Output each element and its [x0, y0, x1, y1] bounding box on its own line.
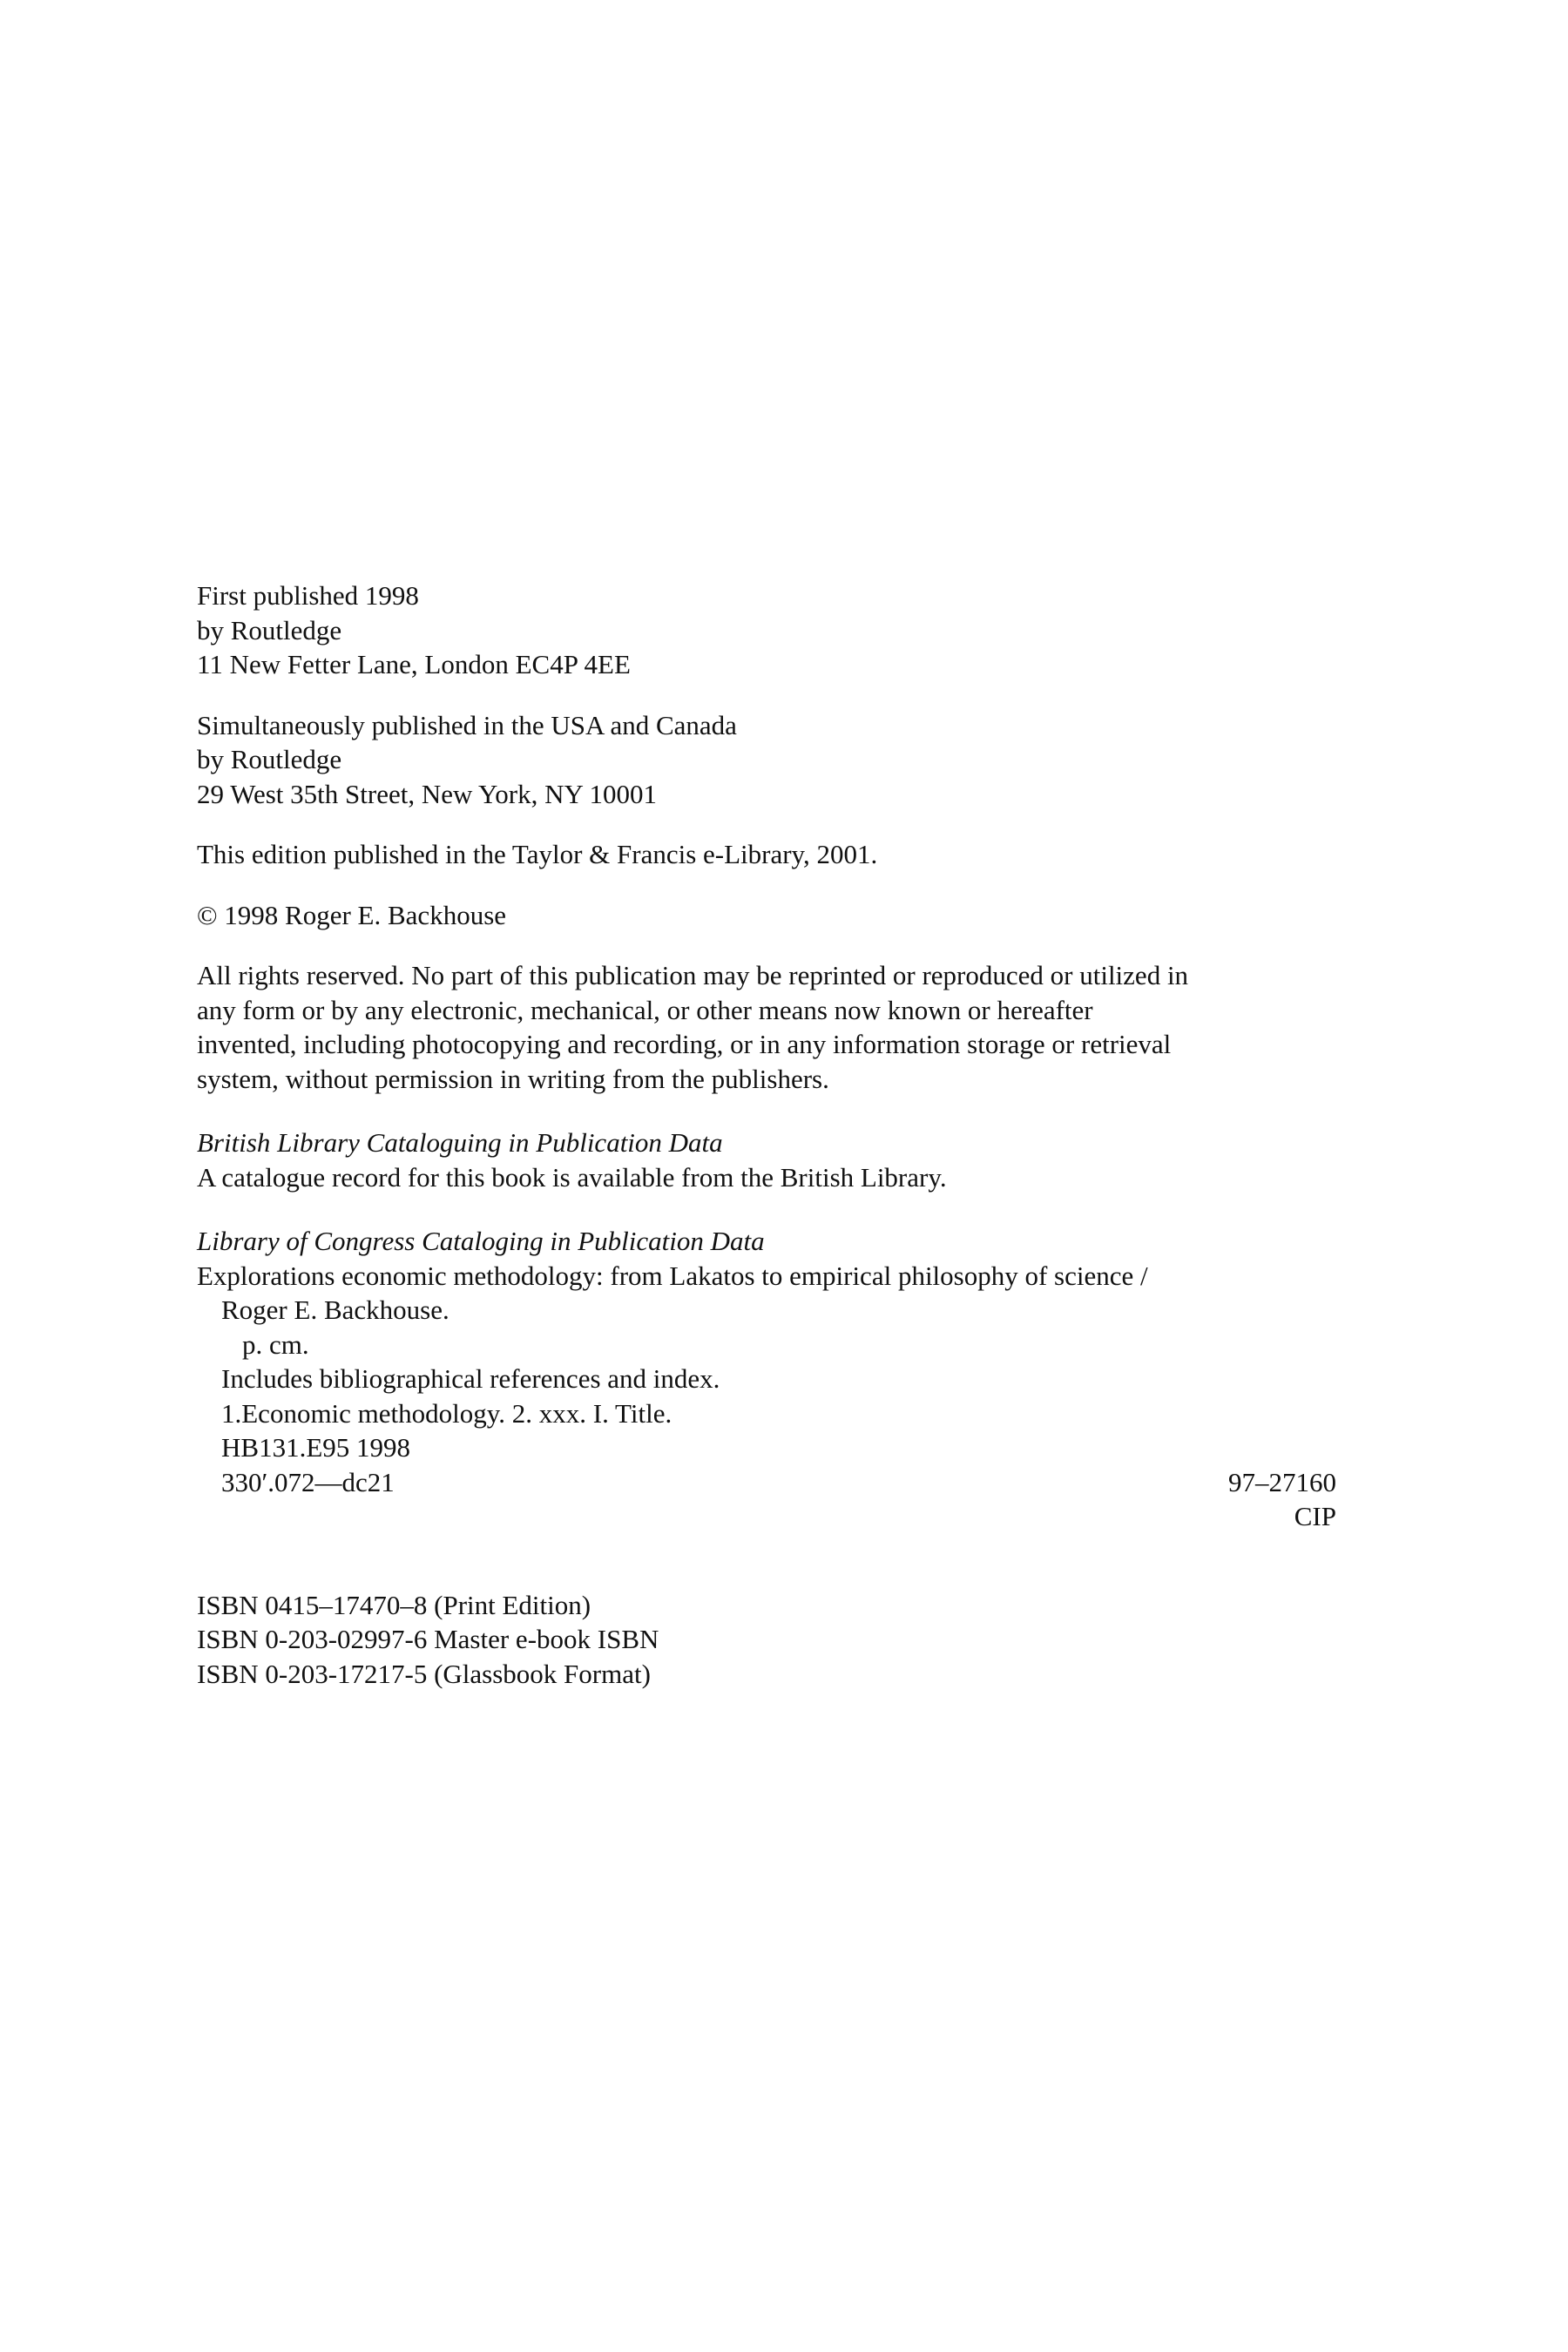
loc-includes-line: Includes bibliographical references and index. [221, 1363, 720, 1394]
copyright-line: © 1998 Roger E. Backhouse [197, 899, 507, 930]
loc-title-line: Explorations economic methodology: from Lakatos to empirical philosophy of science / [197, 1260, 1148, 1291]
isbn-print-line: ISBN 0415–17470–8 (Print Edition) [197, 1589, 591, 1620]
british-library-text: A catalogue record for this book is available from the British Library. [197, 1161, 947, 1193]
rights-line-3: invented, including photocopying and recording, or in any information storage or retrieval [197, 1029, 1172, 1059]
edition-line: This edition published in the Taylor & Francis e-Library, 2001. [197, 839, 878, 869]
first-published-line: First published 1998 [197, 580, 419, 611]
isbn-glassbook-line: ISBN 0-203-17217-5 (Glassbook Format) [197, 1658, 651, 1689]
loc-pcm-line: p. cm. [242, 1328, 309, 1360]
publisher-line: by Routledge [197, 614, 342, 645]
loc-lccn: 97–27160 [1228, 1466, 1336, 1497]
rights-line-1: All rights reserved. No part of this publication may be reprinted or reproduced or utilized in [197, 960, 1189, 990]
simultaneous-publication-line: Simultaneously published in the USA and Canada [197, 709, 737, 740]
rights-line-2: any form or by any electronic, mechanical, or other means now known or hereafter [197, 994, 1093, 1025]
loc-dewey: 330′.072—dc21 [221, 1466, 395, 1497]
loc-call-number: HB131.E95 1998 [221, 1432, 410, 1463]
publisher-address-uk: 11 New Fetter Lane, London EC4P 4EE [197, 649, 631, 679]
loc-author-line: Roger E. Backhouse. [221, 1294, 449, 1325]
publisher-line-us: by Routledge [197, 744, 342, 774]
publisher-address-us: 29 West 35th Street, New York, NY 10001 [197, 778, 657, 809]
loc-subjects-line: 1.Economic methodology. 2. xxx. I. Title. [221, 1397, 672, 1429]
loc-cip: CIP [1294, 1501, 1336, 1531]
british-library-heading: British Library Cataloguing in Publication Data [197, 1127, 723, 1158]
loc-heading: Library of Congress Cataloging in Publication Data [197, 1226, 765, 1256]
loc-dewey-row [197, 1465, 1336, 1500]
isbn-master-ebook-line: ISBN 0-203-02997-6 Master e-book ISBN [197, 1624, 659, 1654]
rights-line-4: system, without permission in writing from the publishers. [197, 1063, 829, 1094]
imprint-text-block [197, 578, 1336, 1691]
